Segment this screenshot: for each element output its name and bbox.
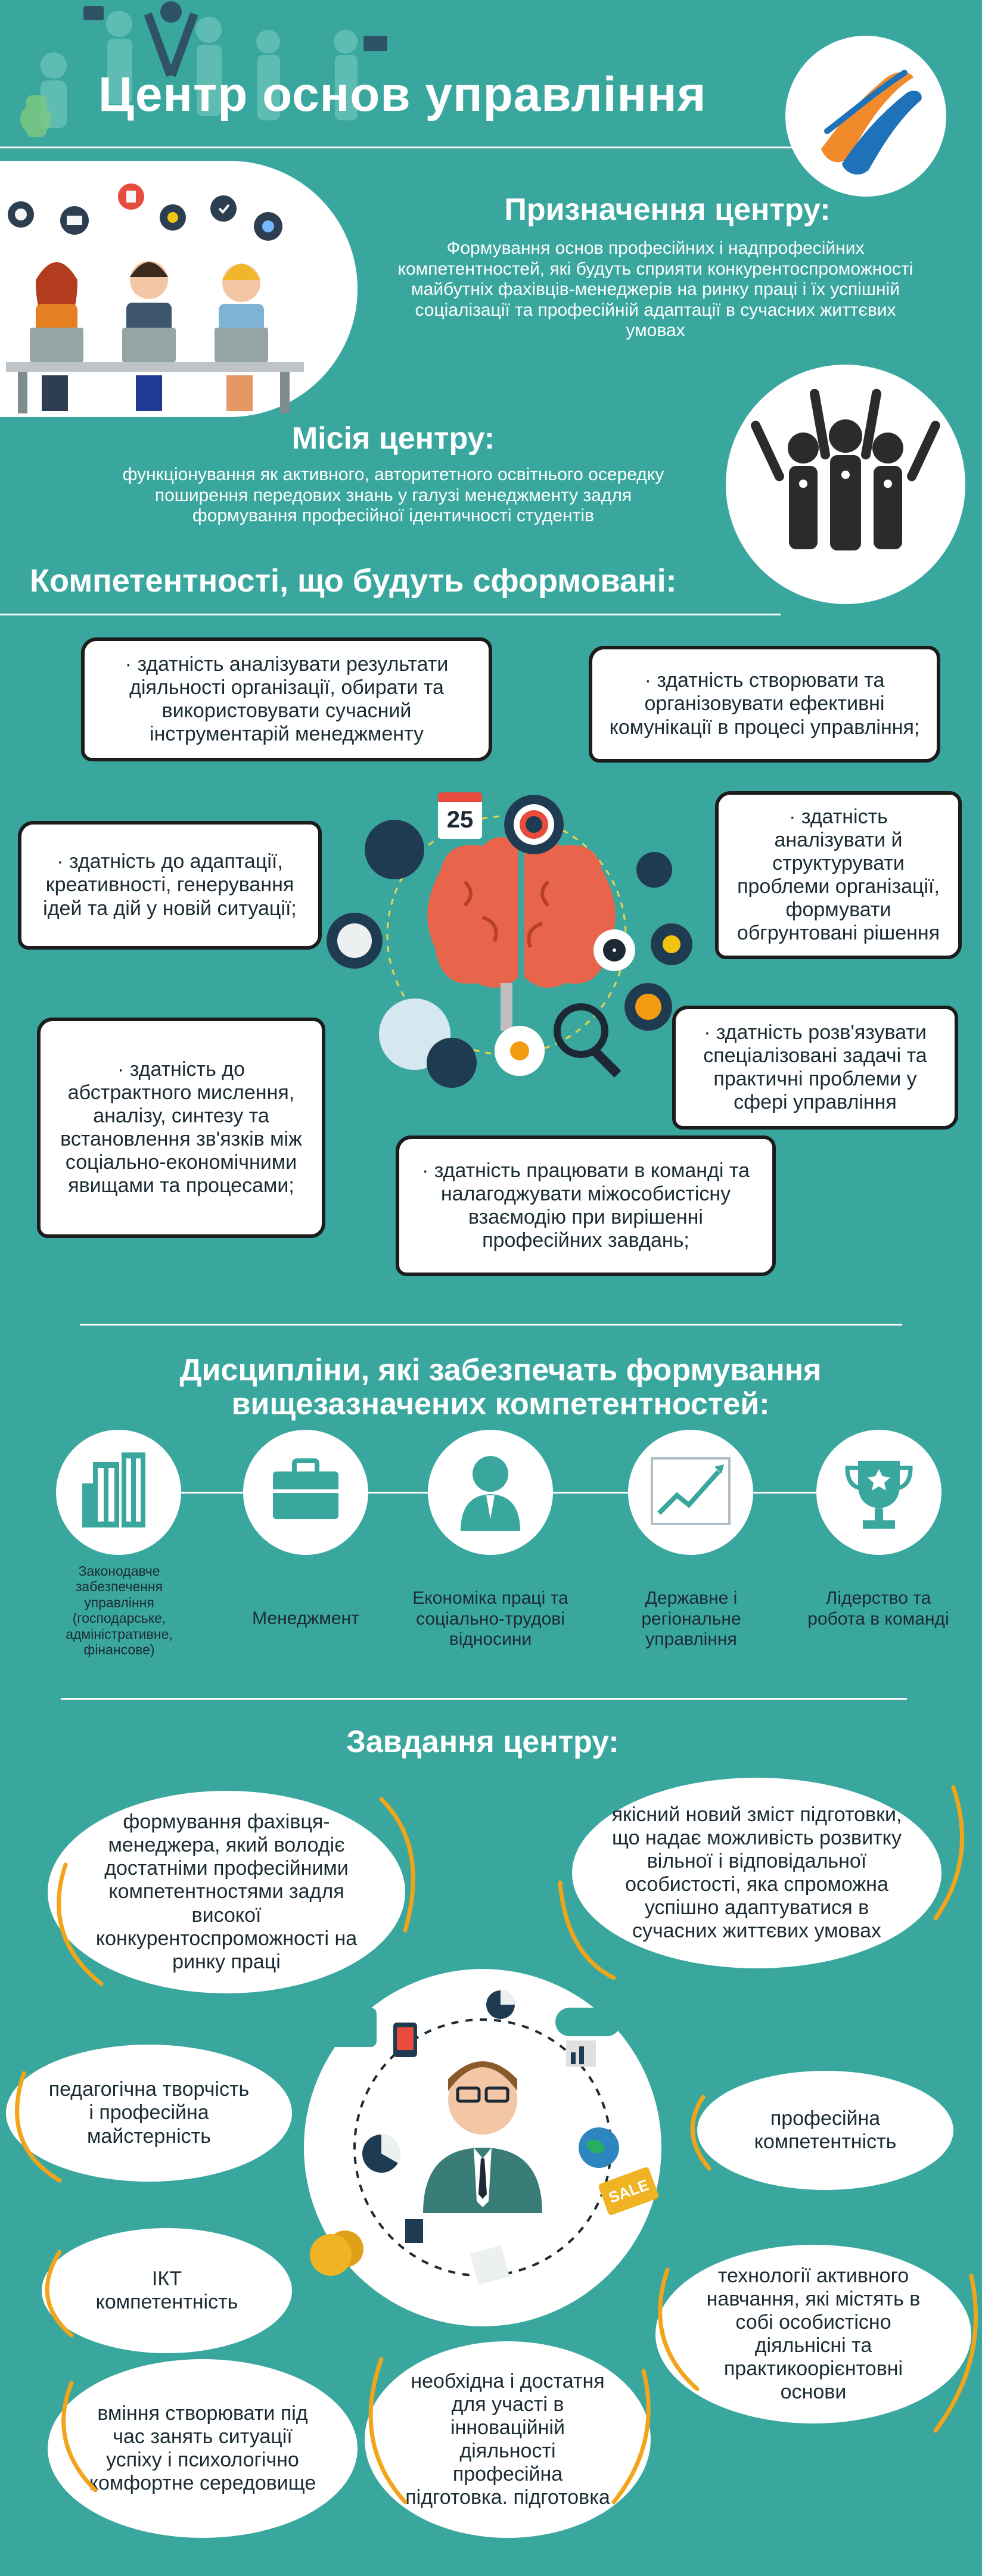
competence-bubble-7 (396, 1135, 776, 1276)
competence-text-4: · здатність аналізувати й структурувати проблеми організації, формувати обгрунтовані рішення (736, 805, 940, 945)
section-divider-1 (80, 1324, 902, 1326)
settings-globe-icon (624, 983, 672, 1031)
discipline-label-3: Економіка праці та соціально-трудові відносини (412, 1588, 568, 1649)
task-2 (572, 1778, 941, 1968)
discipline-label-2: Менеджмент (252, 1609, 359, 1628)
competences-heading: Компетентності, що будуть сформовані: (30, 563, 677, 599)
section-divider-2 (61, 1698, 907, 1700)
task-text-2: якісний новий зміст підготовки, що надає можливість розвитку вільної і відповідальної особистості, яка спроможна успішно адаптуватися в сучасних життєвих умовах (611, 1803, 902, 1943)
competences-divider (0, 614, 781, 615)
competence-bubble-3 (18, 821, 322, 950)
task-6 (655, 2245, 971, 2423)
growth-chart-icon (628, 1430, 753, 1555)
competence-bubble-4 (715, 791, 962, 959)
megaphone-icon (495, 1026, 545, 1076)
task-text-6: технології активного навчання, які містять в собі особистісно діяльнісні та практикоорієнтовні основи (706, 2264, 921, 2404)
logo (785, 36, 946, 197)
disciplines-heading (60, 1354, 941, 1421)
sale-tag-icon: SALE (598, 2166, 660, 2216)
disciplines-heading-line2: вищезазначених компетентностей: (231, 1387, 770, 1422)
task-1 (48, 1791, 405, 1993)
competence-text-1: · здатність аналізувати результати діяльності організації, обирати та використовувати сучасний інструментарій менеджменту (125, 652, 449, 746)
purpose-text: Формування основ професійних і надпрофесійних компетентностей, які будуть сприяти конкурентоспроможності майбутніх фахівців-менеджерів на ринку праці і їх успішній соціалізації та професійній адаптації в сучасних життєвих умовах (397, 238, 913, 340)
lightbulb-icon (651, 923, 692, 965)
mission-text: функціонування як активного, авторитетного освітнього осередку поширення передових знань у галузі менеджменту задля формування професійної ідентичності студентів (122, 465, 664, 525)
task-text-1: формування фахівця-менеджера, який володіє достатніми професійними компетентностями задля високої конкурентоспроможності на ринку праці (95, 1810, 358, 1973)
task-text-3: педагогічна творчість і професійна майстерність (48, 2078, 250, 2148)
team-celebration-illustration (726, 365, 965, 604)
competence-text-6: · здатність розв'язувати спеціалізовані задачі та практичні проблеми у сфері управління (703, 1021, 927, 1114)
office-scene-illustration (0, 161, 358, 417)
competence-text-5: · здатність до абстрактного мислення, аналізу, синтезу та встановлення зв'язків між соціально-економічними явищами та процесами; (60, 1057, 302, 1197)
task-8 (365, 2341, 651, 2538)
newspaper-icon (365, 820, 424, 879)
briefcase-icon (243, 1430, 368, 1555)
trophy-icon (816, 1430, 941, 1555)
task-text-7: вміння створювати під час занять ситуації успіху і психологічно комфортне середовище (89, 2401, 316, 2495)
disciplines-heading-line1: Дисципліни, які забезпечать формування (179, 1353, 822, 1387)
competence-text-2: · здатність створювати та організовувати ефективні комунікації в процесі управління; (609, 669, 920, 739)
chess-icon (636, 852, 672, 888)
header (0, 0, 982, 155)
chart-board-icon (327, 913, 383, 969)
task-4 (697, 2071, 953, 2190)
task-text-4: професійна компетентність (754, 2107, 897, 2153)
tasks-heading: Завдання центру: (346, 1725, 619, 1759)
team-winners-icon (726, 365, 965, 604)
purpose-heading: Призначення центру: (504, 192, 831, 227)
competence-bubble-5 (37, 1018, 325, 1238)
page-title: Центр основ управління (98, 67, 707, 122)
cloud-icon (555, 2008, 621, 2036)
competence-bubble-6 (672, 1006, 958, 1130)
workers-at-desk-icon (0, 161, 358, 417)
task-7 (48, 2359, 358, 2538)
tools-icon (427, 1038, 477, 1088)
eye-icon (593, 929, 635, 971)
task-text-8: необхідна і достатня для участі в інноваційній діяльності професійна підготовка. підготовка (405, 2369, 610, 2509)
competence-text-7: · здатність працювати в команді та налагоджувати міжособистісну взаємодію при вирішенні професійних завдань; (422, 1159, 750, 1252)
task-5 (42, 2228, 292, 2353)
calendar-day: 25 (446, 807, 474, 833)
chat-bubble-icon (315, 2008, 377, 2047)
competence-bubble-1 (81, 637, 492, 761)
calendar-icon (438, 792, 482, 839)
mission-heading: Місія центру: (291, 421, 495, 456)
competence-text-3: · здатність до адаптації, креативності, генерування ідей та дій у новій ситуації; (43, 850, 297, 920)
header-divider (0, 147, 793, 148)
discipline-label-4: Державне і регіональне управління (641, 1588, 741, 1649)
competence-bubble-2 (589, 646, 940, 763)
logo-wave-icon (785, 36, 946, 197)
task-text-5: ІКТ компетентність (95, 2267, 238, 2313)
discipline-label-1: Законодавче забезпечення управління (господарське, адміністративне, фінансове) (66, 1563, 173, 1658)
building-icon (56, 1430, 181, 1555)
coins-icon (310, 2234, 352, 2276)
target-icon (504, 795, 564, 854)
task-3 (6, 2045, 292, 2182)
discipline-label-5: Лідерство та робота в команді (807, 1588, 949, 1629)
businessman-icon (428, 1430, 553, 1555)
